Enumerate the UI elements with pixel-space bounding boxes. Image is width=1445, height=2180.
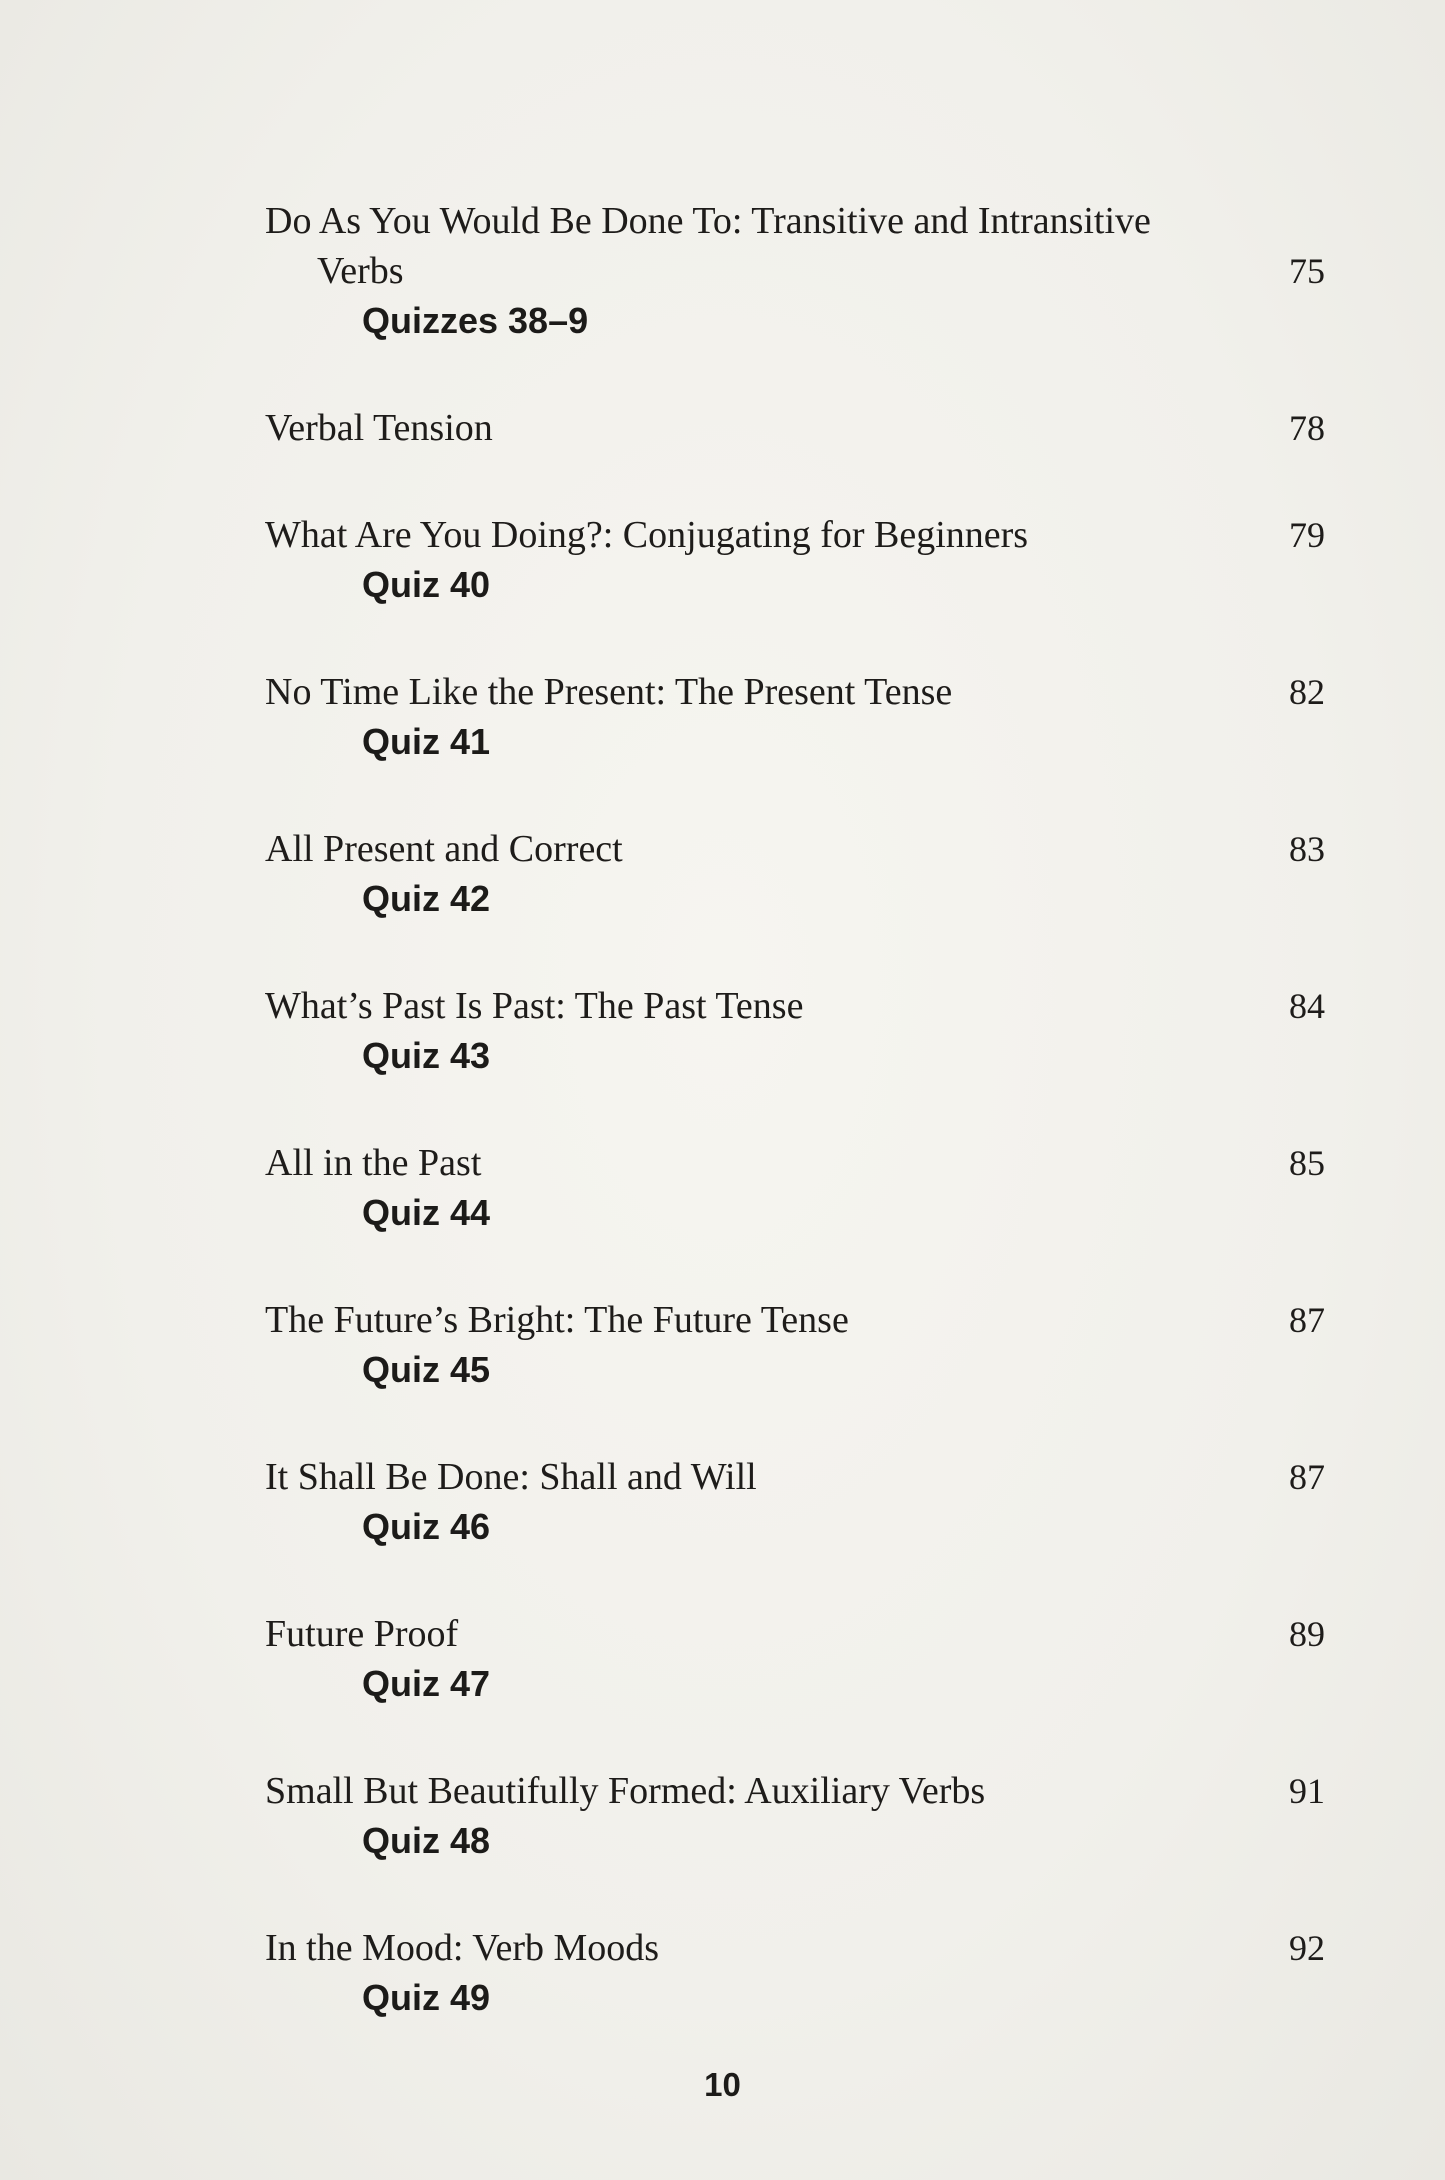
- toc-entry: [265, 1452, 1325, 1552]
- entry-title: What’s Past Is Past: The Past Tense: [265, 985, 804, 1027]
- entry-title: All Present and Correct: [265, 828, 623, 870]
- entry-page-number: 75: [1289, 251, 1325, 291]
- entry-page-number: 91: [1289, 1771, 1325, 1811]
- toc-entry: [265, 824, 1325, 924]
- entry-title: Small But Beautifully Formed: Auxiliary Verbs: [265, 1770, 986, 1812]
- entry-title: Future Proof: [265, 1613, 459, 1655]
- toc-entry: [265, 1609, 1325, 1709]
- toc-entry: [265, 1295, 1325, 1395]
- entry-quiz: Quiz 42: [362, 878, 491, 919]
- entry-page-number: 92: [1289, 1928, 1325, 1968]
- entry-title-line2: Verbs: [317, 250, 404, 292]
- entry-title: [265, 196, 1265, 296]
- entry-quiz: Quiz 43: [362, 1035, 491, 1076]
- entry-page-number: 82: [1289, 672, 1325, 712]
- entry-page-number: 84: [1289, 986, 1325, 1026]
- toc-entry: [265, 403, 1325, 453]
- toc-entry: [265, 1923, 1325, 2023]
- entry-page-number: 79: [1289, 515, 1325, 555]
- entry-quiz: Quiz 48: [362, 1820, 491, 1861]
- entry-title: What Are You Doing?: Conjugating for Beginners: [265, 514, 1029, 556]
- entry-page-number: 83: [1289, 829, 1325, 869]
- entry-quiz: Quiz 46: [362, 1506, 491, 1547]
- entry-page-number: 87: [1289, 1300, 1325, 1340]
- entry-quiz: Quiz 47: [362, 1663, 491, 1704]
- toc-entry: [265, 981, 1325, 1081]
- table-of-contents: [265, 196, 1325, 2080]
- toc-entry: [265, 196, 1325, 346]
- entry-title: All in the Past: [265, 1142, 482, 1184]
- toc-entry: [265, 1766, 1325, 1866]
- entry-title: It Shall Be Done: Shall and Will: [265, 1456, 757, 1498]
- entry-quiz: Quiz 40: [362, 564, 491, 605]
- entry-quiz: Quiz 49: [362, 1977, 491, 2018]
- entry-page-number: 89: [1289, 1614, 1325, 1654]
- entry-quiz: Quizzes 38–9: [362, 300, 589, 341]
- toc-entry: [265, 667, 1325, 767]
- toc-entry: [265, 510, 1325, 610]
- entry-quiz: Quiz 41: [362, 721, 491, 762]
- entry-page-number: 85: [1289, 1143, 1325, 1183]
- entry-quiz: Quiz 45: [362, 1349, 491, 1390]
- entry-title: Verbal Tension: [265, 407, 493, 449]
- entry-page-number: 78: [1289, 408, 1325, 448]
- entry-title: In the Mood: Verb Moods: [265, 1927, 660, 1969]
- entry-title: No Time Like the Present: The Present Tense: [265, 671, 953, 713]
- entry-quiz: Quiz 44: [362, 1192, 491, 1233]
- toc-entry: [265, 1138, 1325, 1238]
- page-number: 10: [704, 2066, 741, 2103]
- entry-title-line1: Do As You Would Be Done To: Transitive and Intransitive: [265, 200, 1151, 242]
- entry-page-number: 87: [1289, 1457, 1325, 1497]
- entry-title: The Future’s Bright: The Future Tense: [265, 1299, 849, 1341]
